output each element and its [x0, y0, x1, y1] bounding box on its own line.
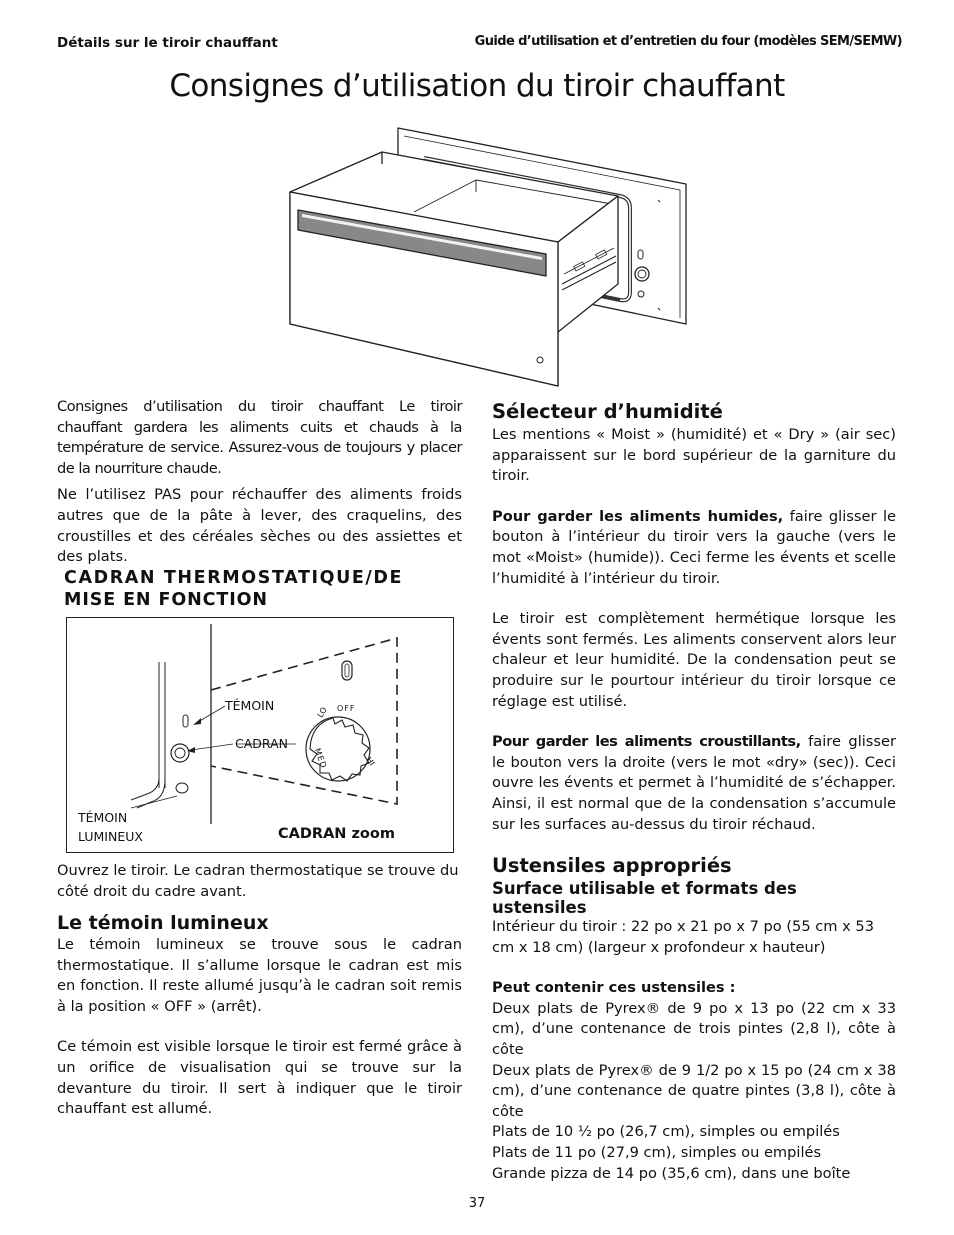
page-title: Consignes d’utilisation du tiroir chauffant	[169, 68, 785, 104]
knob-off-label: OFF	[337, 704, 356, 713]
indicator-paragraph-1: Le témoin lumineux se trouve sous le cadran thermostatique. Il s’allume lorsque le cadran est mis en fonction. Il reste allumé jusqu’à le cadran soit remis à la position « OFF » (arrêt).	[57, 936, 462, 1015]
dial-diagram	[66, 617, 454, 853]
knob-med-label: MED	[312, 747, 329, 770]
indicator-light-label-1: TÉMOIN	[78, 810, 128, 825]
indicator-label: TÉMOIN	[225, 698, 275, 713]
utensil-item: Plats de 10 ½ po (26,7 cm), simples ou empilés	[492, 1123, 840, 1141]
dial-label: CADRAN	[235, 736, 288, 751]
dial-heading	[64, 567, 464, 611]
warming-drawer-illustration	[286, 124, 692, 390]
humidity-paragraph: Les mentions « Moist » (humidité) et « Dry » (air sec) apparaissent sur le bord supérieur de la garniture du tiroir.	[492, 426, 896, 485]
dial-caption: Ouvrez le tiroir. Le cadran thermostatique se trouve du côté droit du cadre avant.	[57, 862, 459, 900]
warning-paragraph: Ne l’utilisez PAS pour réchauffer des aliments froids autres que de la pâte à lever, des craquelins, des croustilles et des céréales sèches ou des assiettes et des plats.	[57, 486, 462, 566]
knob-lo-label: LO	[315, 705, 329, 720]
indicator-light-label-2: LUMINEUX	[78, 829, 143, 844]
crisp-bold: Pour garder les aliments croustillants,	[492, 733, 801, 751]
utensils-subheading: Surface utilisable et formats des ustensiles	[492, 879, 797, 917]
knob-hi-label: HI	[364, 755, 377, 768]
section-header: Détails sur le tiroir chauffant	[57, 35, 278, 51]
sealed-paragraph: Le tiroir est complètement hermétique lorsque les évents sont fermés. Les aliments conservent alors leur chaleur et leur humidité. De la condensation peut se produire sur le pourtour intérieur du tiroir lorsque ce réglage est utilisé.	[492, 610, 896, 710]
crisp-paragraph	[492, 732, 896, 835]
indicator-heading: Le témoin lumineux	[57, 912, 269, 934]
indicator-paragraph-2: Ce témoin est visible lorsque le tiroir est fermé grâce à un orifice de visualisation qui se trouve sur la devanture du tiroir. Il sert à indiquer que le tiroir chauffant est allumé.	[57, 1038, 462, 1118]
intro-paragraph: Consignes d’utilisation du tiroir chauffant Le tiroir chauffant gardera les aliments cuits et chauds à la température de service. Assurez-vous de toujours y placer de la nourriture chaude.	[57, 398, 462, 477]
can-hold-heading: Peut contenir ces ustensiles :	[492, 979, 736, 997]
dial-zoom-label: CADRAN zoom	[278, 826, 395, 842]
utensil-item: Deux plats de Pyrex® de 9 po x 13 po (22 cm x 33 cm), d’une contenance de trois pintes (2,8 l), côte à côte	[492, 999, 896, 1058]
dial-heading-line2: MISE EN FONCTION	[64, 590, 268, 610]
utensil-list	[492, 999, 896, 1184]
crisp-text: faire glisser le bouton vers la droite (vers le mot «dry» (sec)). Ceci ouvre les évents et permet à l’humidité de s’échapper. Ainsi, il est normal que de la condensation s’accumule sur les surfaces au-dessus du tiroir réchaud.	[492, 733, 896, 833]
moist-paragraph	[492, 507, 896, 589]
moist-text: faire glisser le bouton à l’intérieur du tiroir vers la gauche (vers le mot «Moist» (humide)). Ceci ferme les évents et scelle l’humidité à l’intérieur du tiroir.	[492, 507, 896, 587]
dial-heading-line1: CADRAN THERMOSTATIQUE/DE	[64, 568, 404, 588]
utensil-item: Plats de 11 po (27,9 cm), simples ou empilés	[492, 1143, 822, 1161]
guide-header: Guide d’utilisation et d’entretien du four (modèles SEM/SEMW)	[474, 34, 902, 49]
humidity-heading: Sélecteur d’humidité	[492, 400, 723, 423]
moist-bold: Pour garder les aliments humides,	[492, 507, 784, 525]
page-number: 37	[468, 1196, 486, 1211]
utensil-item: Grande pizza de 14 po (35,6 cm), dans une boîte	[492, 1164, 851, 1182]
interior-paragraph: Intérieur du tiroir : 22 po x 21 po x 7 po (55 cm x 53 cm x 18 cm) (largeur x profondeur x hauteur)	[492, 918, 874, 956]
utensil-item: Deux plats de Pyrex® de 9 1/2 po x 15 po (24 cm x 38 cm), d’une contenance de quatre pintes (3,8 l), côte à côte	[492, 1061, 896, 1120]
utensils-heading: Ustensiles appropriés	[492, 854, 732, 877]
